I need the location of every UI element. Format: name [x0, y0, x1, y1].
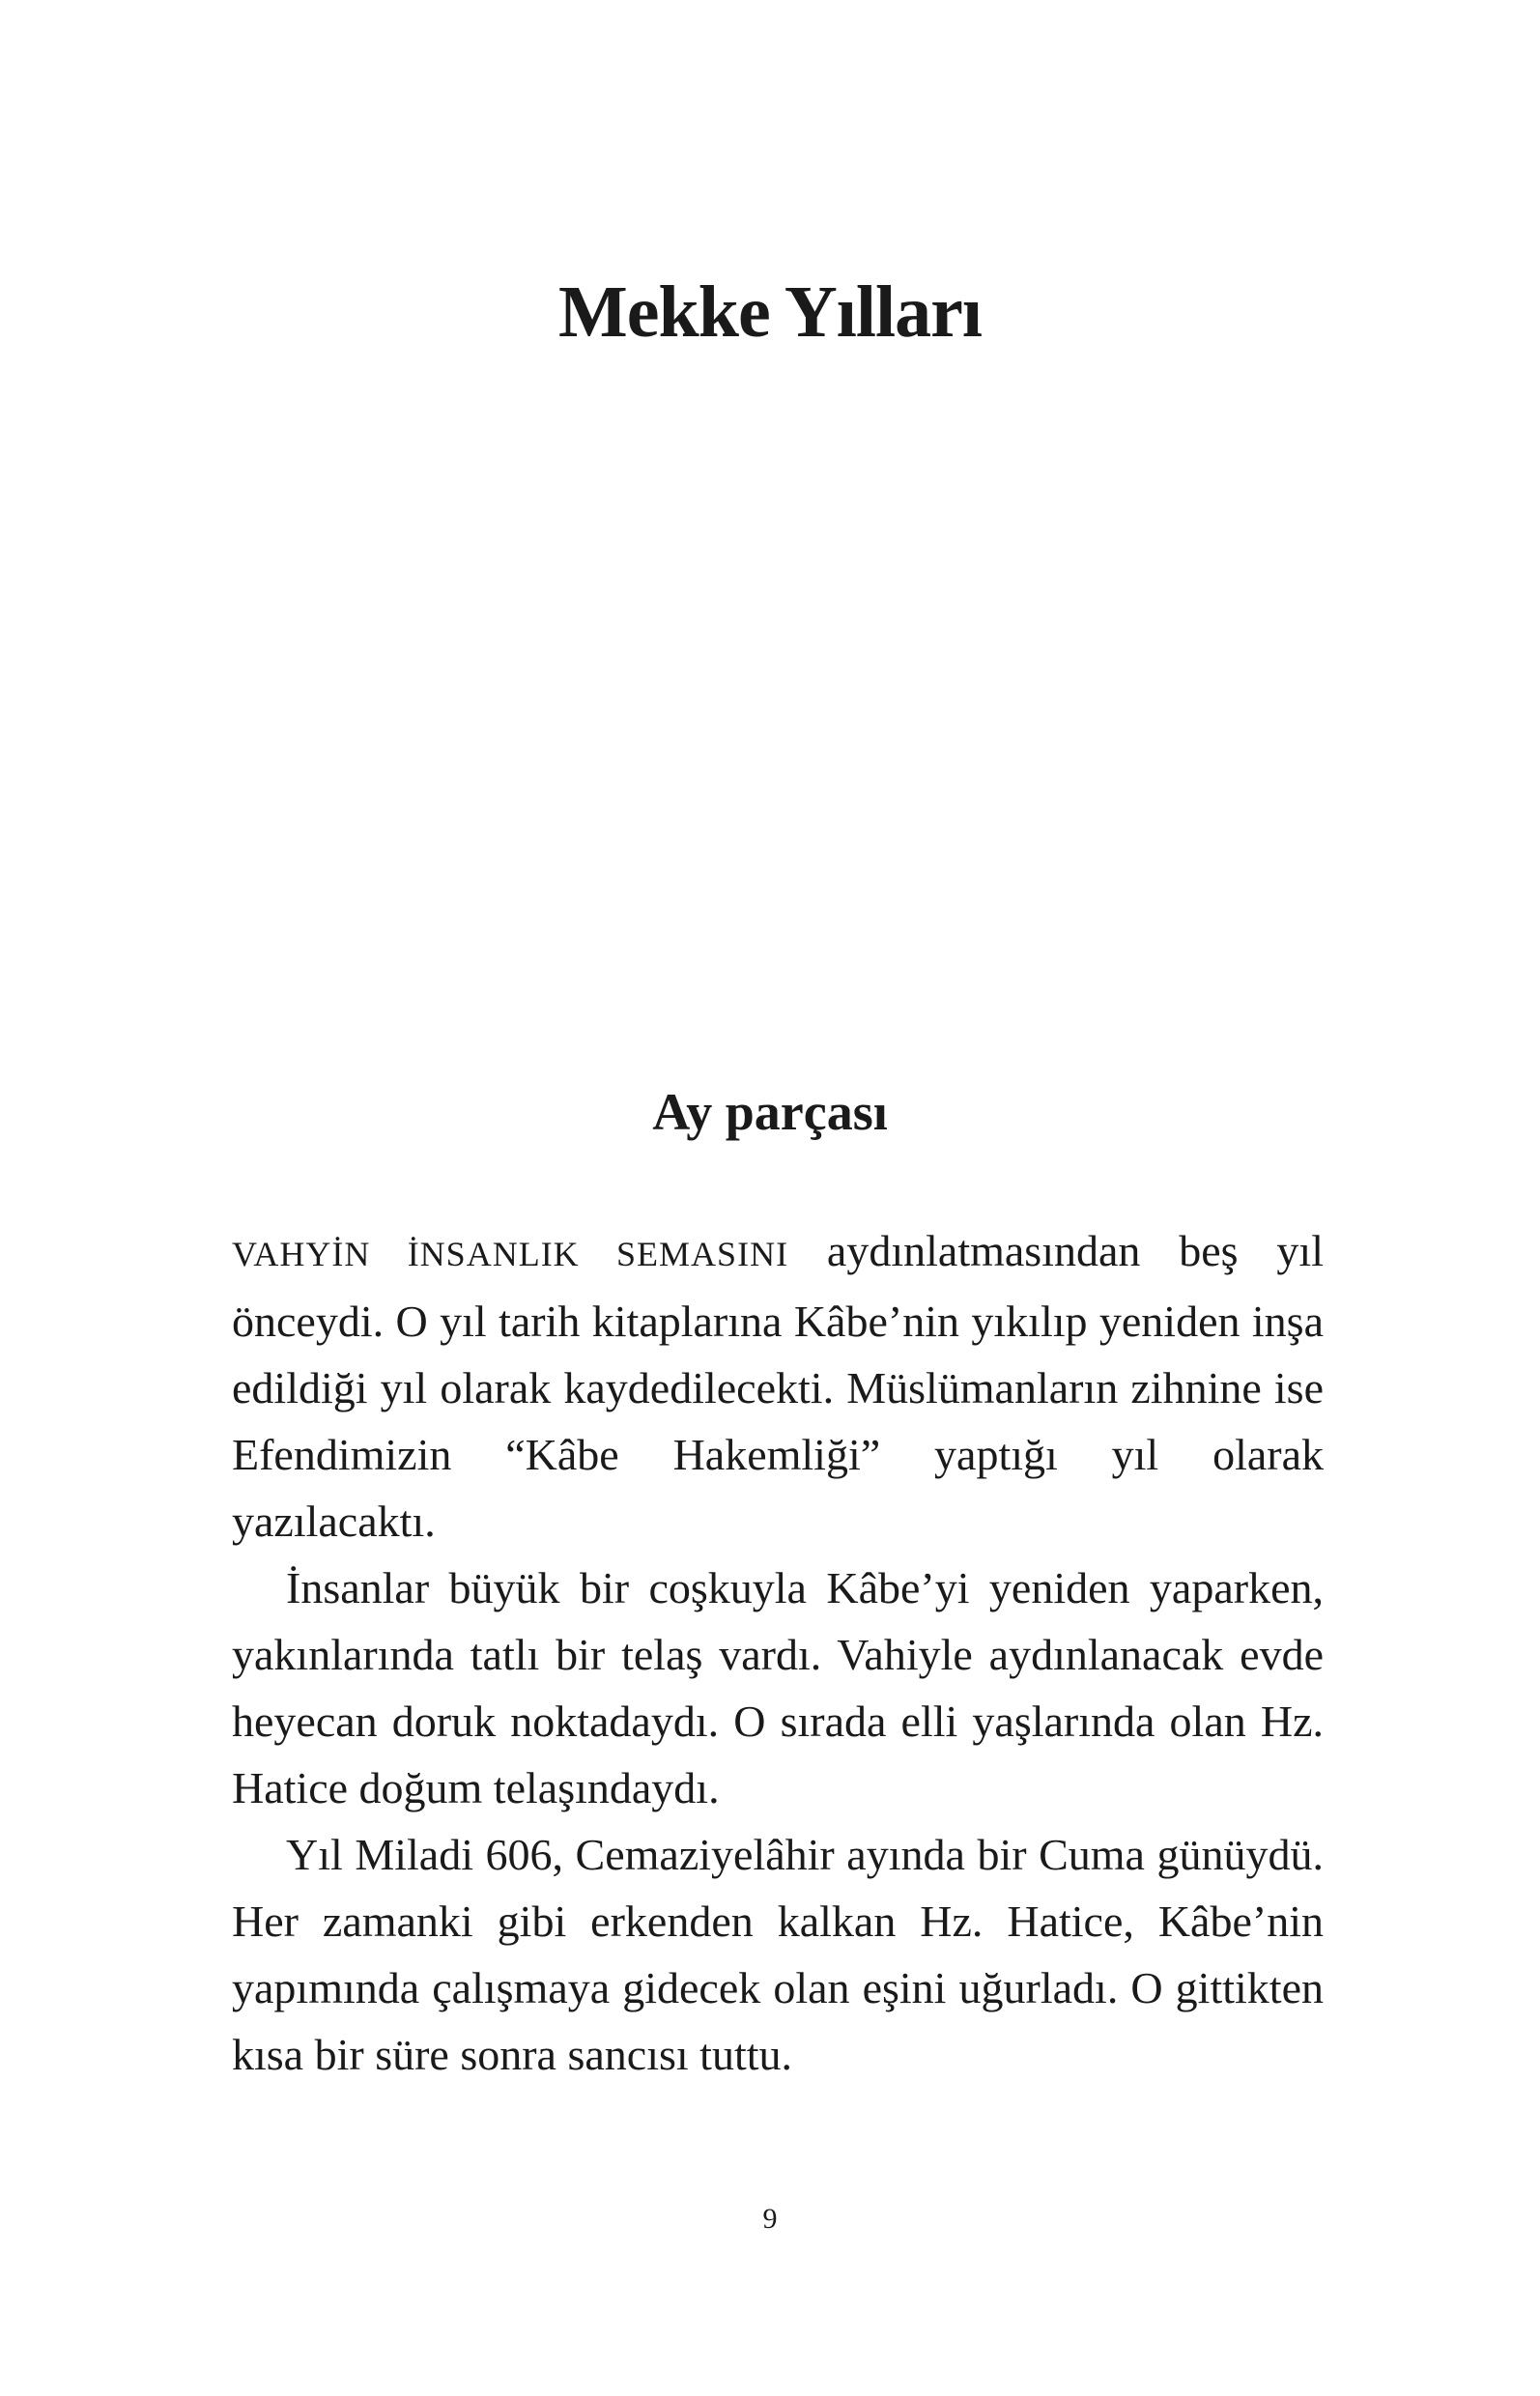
paragraph-1	[232, 1217, 1324, 1555]
book-title: Mekke Yılları	[558, 271, 982, 353]
paragraph-2: İnsanlar büyük bir coşkuyla Kâbe’yi yeniden yaparken, yakınlarında tatlı bir telaş vardı. Vahiyle aydınlanacak evde heyecan doruk noktadaydı. O sırada elli yaşlarında olan Hz. Hatice doğum telaşındaydı.	[232, 1563, 1324, 1812]
page-number: 9	[762, 2203, 778, 2235]
paragraph-3: Yıl Miladi 606, Cemaziyelâhir ayında bir Cuma günüydü. Her zamanki gibi erkenden kalkan Hz. Hatice, Kâbe’nin yapımında çalışmaya gidecek olan eşini uğurladı. O gittikten kısa bir süre sonra sancısı tuttu.	[232, 1830, 1324, 2079]
body-text	[232, 1217, 1324, 2088]
paragraph-1-text: aydınlatmasından beş yıl önceydi. O yıl tarih kitaplarına Kâbe’nin yıkılıp yeniden inşa edildiği yıl olarak kaydedilecekti. Müslümanların zihnine ise Efendimizin “Kâbe Hakemliği” yaptığı yıl olarak yazılacaktı.	[232, 1226, 1324, 1546]
paragraph-lead-smallcaps: VAHYİN İNSANLIK SEMASINI	[232, 1235, 789, 1273]
section-title: Ay parçası	[652, 1083, 888, 1141]
